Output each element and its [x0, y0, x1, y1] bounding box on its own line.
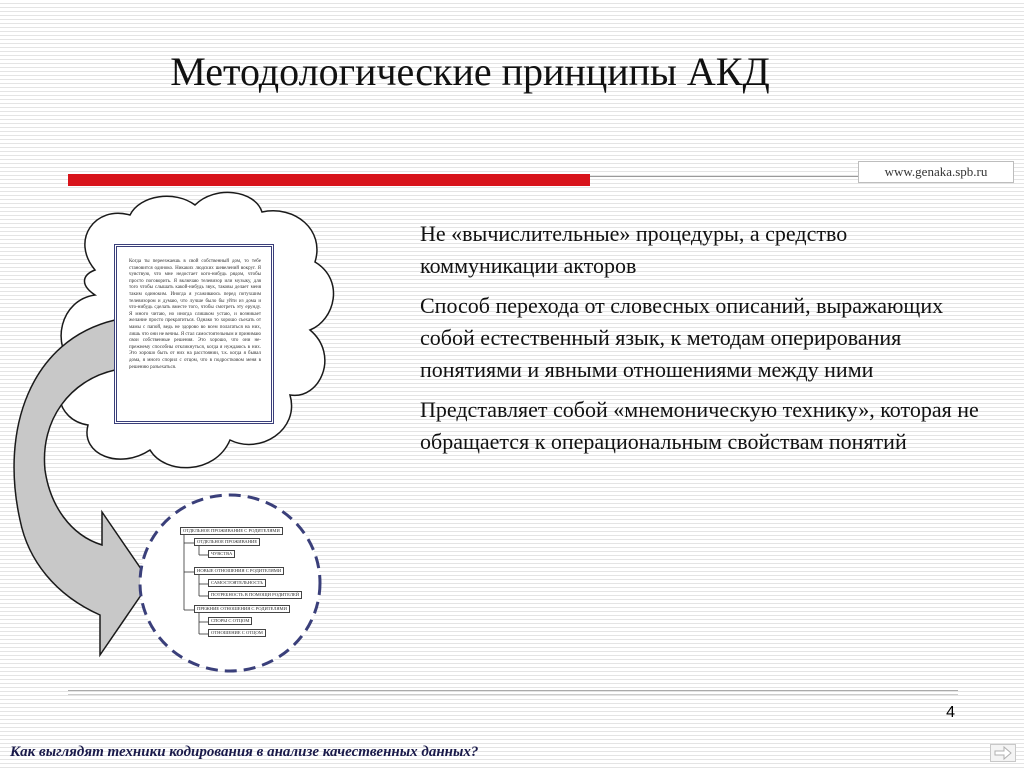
footer-question: Как выглядят техники кодирования в анализе качественных данных?: [10, 744, 479, 760]
code-leaf: ПОТРЕБНОСТЬ В ПОМОЩИ РОДИТЕЛЕЙ: [208, 591, 302, 599]
bullet-paragraph: Способ перехода от словесных описаний, выражающих собой естественный язык, к методам оперирования понятиями и явными отношениями между ними: [420, 293, 944, 382]
page-number: 4: [946, 704, 955, 721]
code-leaf: ОТНОШЕНИЕ С ОТЦОМ: [208, 629, 266, 637]
code-leaf: ЧУВСТВА: [208, 550, 235, 558]
slide-title: Методологические принципы АКД: [170, 49, 770, 94]
interview-transcript: [114, 244, 274, 424]
bullet-paragraph: Представляет собой «мнемоническую технику», которая не обращается к операциональным свойствам понятий: [420, 397, 979, 454]
code-root: ОТДЕЛЬНОЕ ПРОЖИВАНИЕ С РОДИТЕЛЯМИ: [180, 527, 283, 535]
accent-bar: [68, 174, 590, 186]
header-rule: [590, 176, 860, 177]
next-slide-icon[interactable]: [990, 744, 1016, 762]
footer-rule: [68, 690, 958, 695]
transcript-text: Когда ты переезжаешь в свой собственный дом, то тебе становится одиноко. Никаких людских шевелений вокруг. Я чувствую, что мне недостает кого-нибудь рядом, чтобы просто поговорить. Я включаю телевизор или музыку, для того чтобы слышать какой-нибудь звук, таковы делает меня таким одиноким. Иногда я усаживаюсь перед потухшим телевизором и думаю, что лучше было бы уйти из дома и что-нибудь сделать вместе того, чтобы смотреть эту ерунду. Я много читаю, но иногда слишком устаю, и возникает желание просто прекратиться. Однако то хорошо съехать от мамы с папой, ведь не здорово во всем полагаться на них, лишь что они не вечны. Я стал самостоятельным и принимаю свои собственные решения. Это хорошо, что они не-прежнему способны откликнуться, когда я нуждаюсь в них. Это хорошо быть от них на расстоянии, т.к. когда я бывал дома, я много спорил с отцом, что в подростковом меня в решению разъехаться.: [129, 259, 261, 370]
website-url: www.genaka.spb.ru: [858, 161, 1014, 183]
bullet-paragraph: Не «вычислительные» процедуры, а средство коммуникации акторов: [420, 221, 848, 278]
code-branch: НОВЫЕ ОТНОШЕНИЯ С РОДИТЕЛЯМИ: [194, 567, 284, 575]
code-leaf: САМОСТОЯТЕЛЬНОСТЬ: [208, 579, 266, 587]
slide-body: [420, 218, 990, 466]
code-leaf: СПОРЫ С ОТЦОМ: [208, 617, 252, 625]
code-branch: ПРЕЖНИЕ ОТНОШЕНИЯ С РОДИТЕЛЯМИ: [194, 605, 290, 613]
code-branch: ОТДЕЛЬНОЕ ПРОЖИВАНИЕ: [194, 538, 260, 546]
